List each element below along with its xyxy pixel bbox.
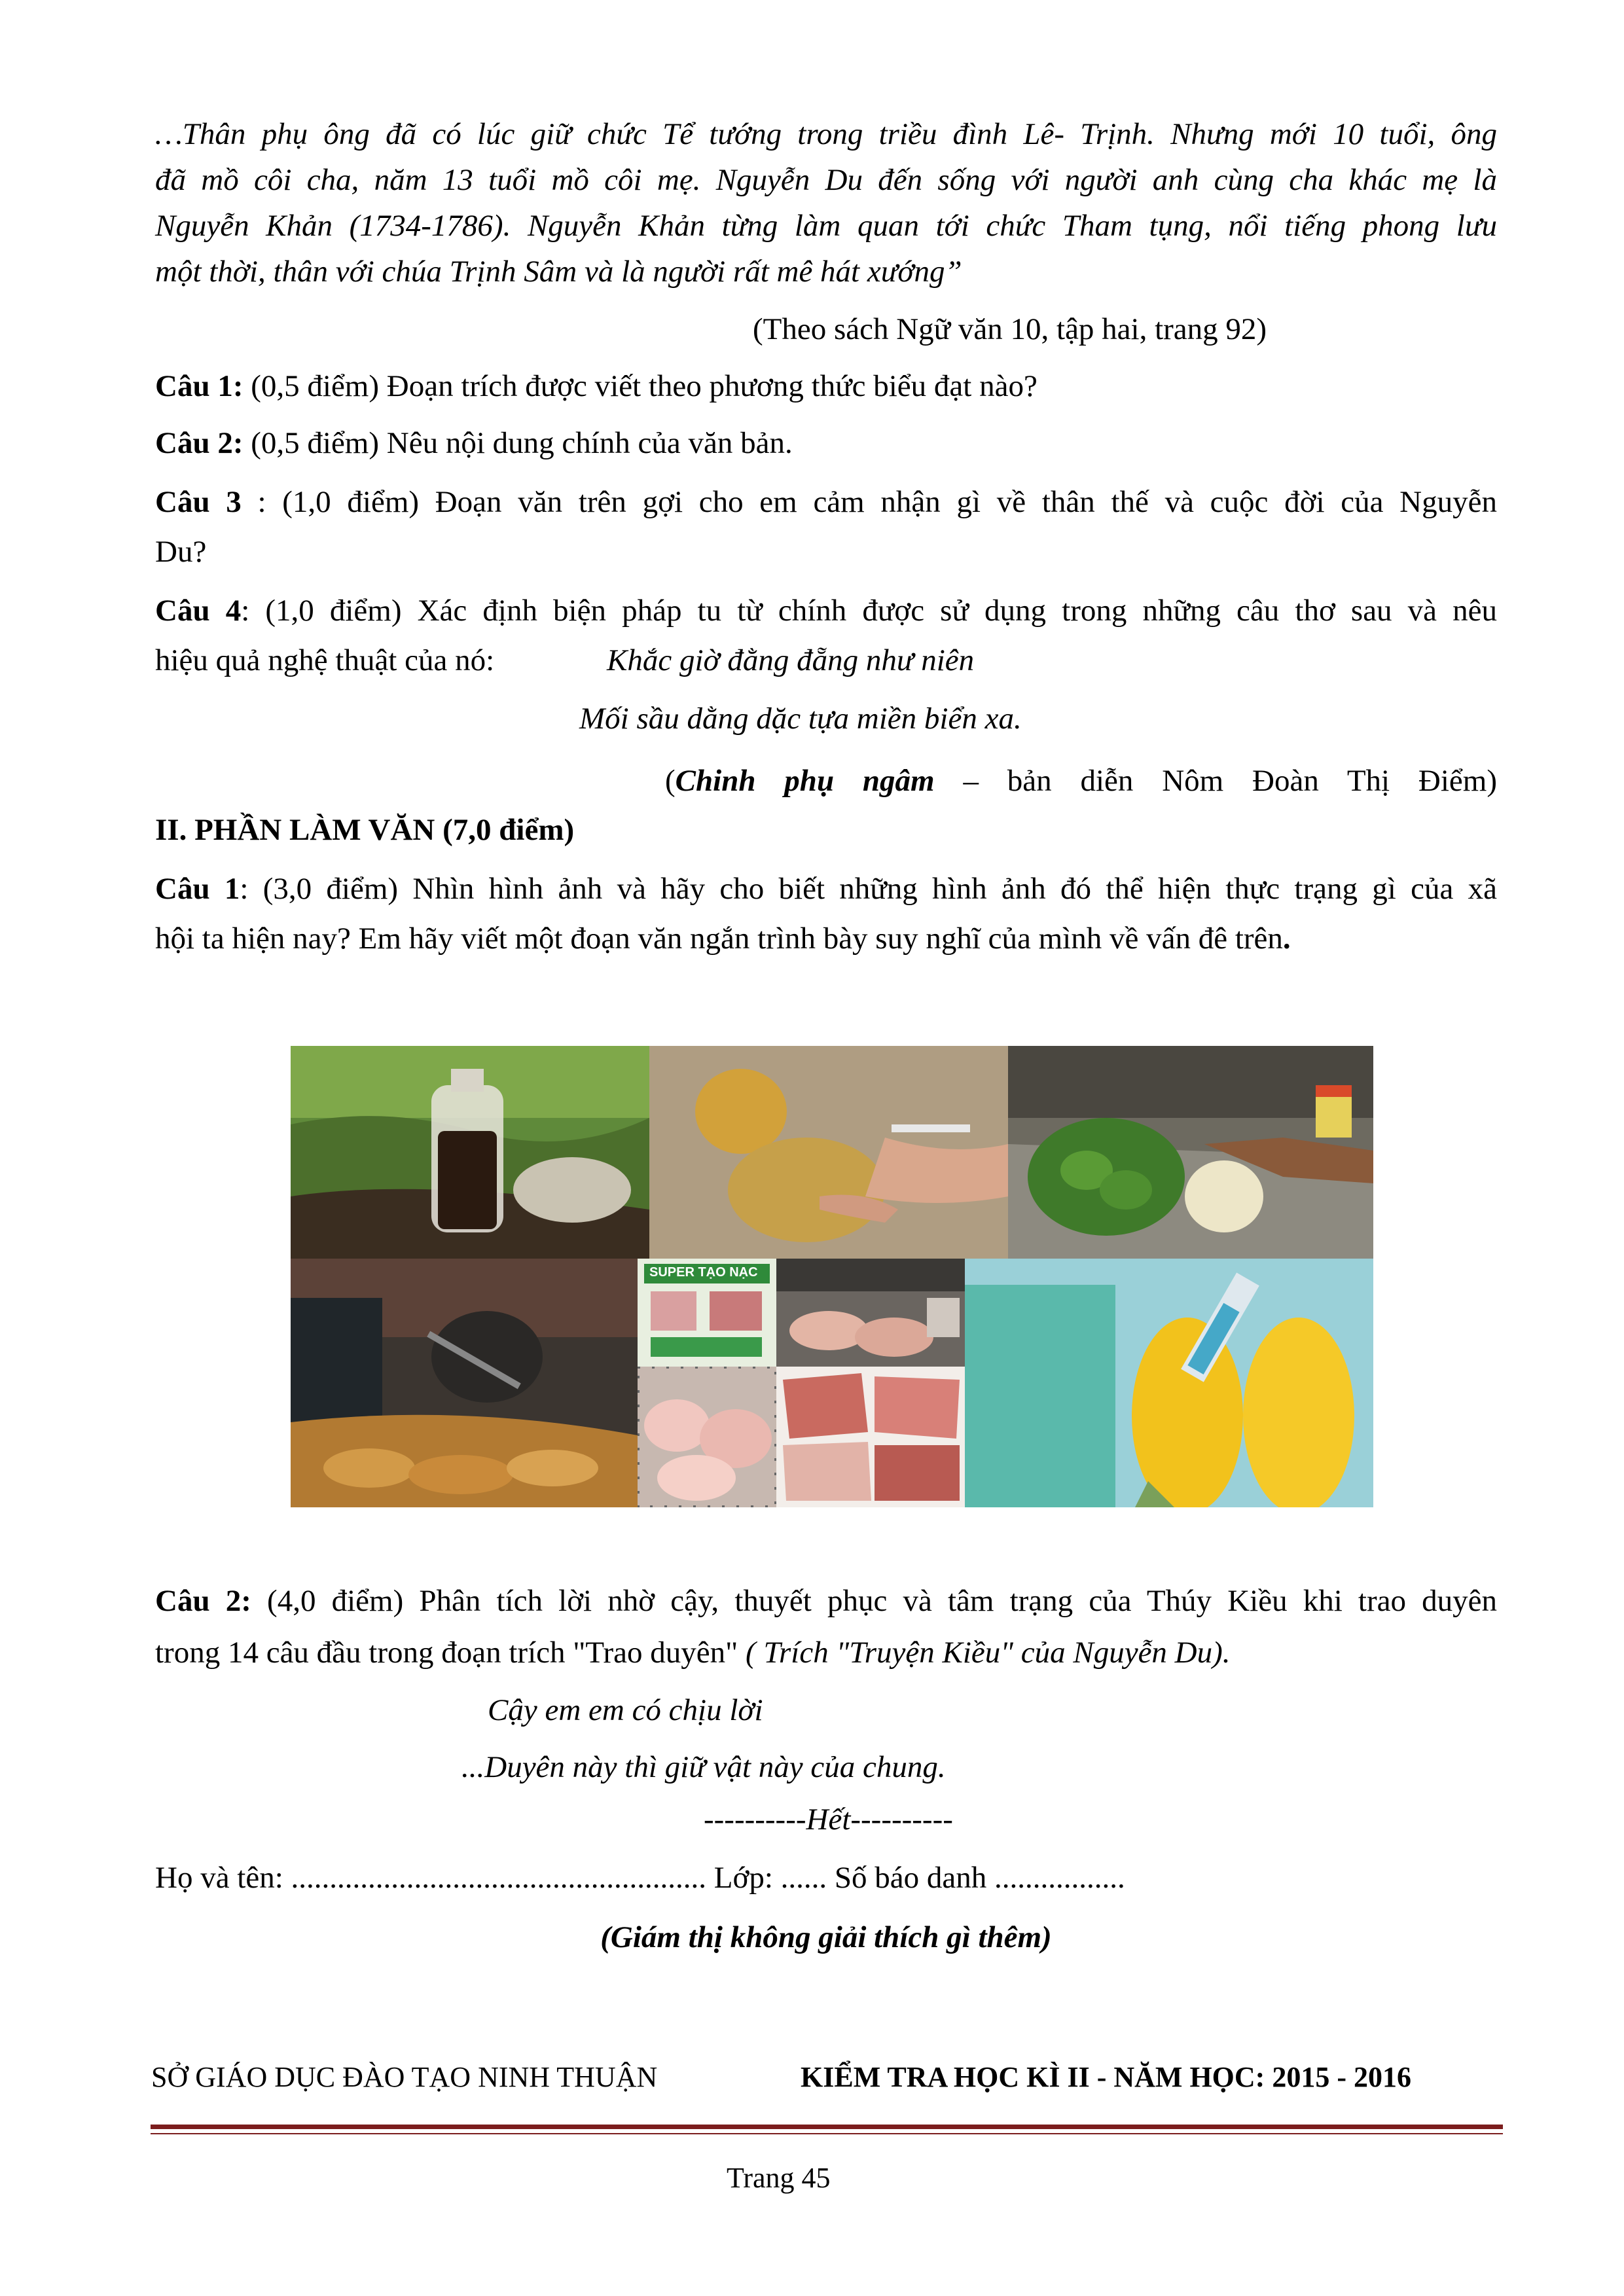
footer-exam-title: KIỂM TRA HỌC KÌ II - NĂM HỌC: 2015 - 2016 <box>801 2061 1411 2093</box>
photo-chemical-bottle <box>291 1046 649 1259</box>
question-text: (0,5 điểm) Đoạn trích được viết theo phương thức biểu đạt nào? <box>243 369 1038 403</box>
question-source: ( Trích "Truyện Kiều" của Nguyễn Du). <box>746 1636 1231 1670</box>
photo-injection-floor <box>649 1046 1008 1259</box>
question-text: : (1,0 điểm) Xác định biện pháp tu từ chính được sử dụng trong những câu thơ sau và nêu <box>241 594 1497 628</box>
question-text: (4,0 điểm) Phân tích lời nhờ cậy, thuyết phục và tâm trạng của Thúy Kiều khi trao duyên <box>251 1584 1497 1618</box>
question-text: hiệu quả nghệ thuật của nó: <box>155 643 495 677</box>
verse-source <box>665 758 1497 804</box>
excerpt-source: (Theo sách Ngữ văn 10, tập hai, trang 92) <box>753 312 1267 346</box>
footer-rule-thick <box>151 2125 1503 2129</box>
verse-line-2: Mối sầu dằng dặc tựa miền biển xa. <box>579 702 1022 736</box>
excerpt-line-4: một thời, thân với chúa Trịnh Sâm và là người rất mê hát xướng” <box>155 255 962 289</box>
end-mark: ----------Hết---------- <box>704 1803 953 1837</box>
excerpt-line-1: …Thân phụ ông đã có lúc giữ chức Tể tướng trong triều đình Lê- Trịnh. Nhưng mới 10 tuổi, ông <box>155 117 1497 151</box>
writing-question-1 <box>155 866 1497 912</box>
proctor-note: (Giám thị không giải thích gì thêm) <box>600 1920 1052 1954</box>
question-label: Câu 1: <box>155 369 244 403</box>
source-title: Chinh phụ ngâm <box>675 764 935 798</box>
question-text: : (1,0 điểm) Đoạn văn trên gợi cho em cảm nhận gì về thân thế và cuộc đời của Nguyễn <box>241 485 1497 519</box>
source-open: ( <box>665 764 676 798</box>
food-safety-photo-collage <box>291 1046 1373 1507</box>
excerpt-line-2: đã mồ côi cha, năm 13 tuổi mồ côi mẹ. Nguyễn Du đến sống với người anh cùng cha khác mẹ là <box>155 163 1497 197</box>
footer-department: SỞ GIÁO DỤC ĐÀO TẠO NINH THUẬN <box>151 2061 658 2093</box>
package-label: SUPER TẠO NẠC <box>649 1265 758 1280</box>
source-rest: – bản diễn Nôm Đoàn Thị Điểm) <box>934 764 1497 798</box>
reading-question-4 <box>155 588 1497 634</box>
reading-question-3-cont: Du? <box>155 535 207 569</box>
writing-question-2-cont <box>155 1630 1497 1676</box>
writing-question-2 <box>155 1578 1497 1624</box>
reading-question-3 <box>155 479 1497 525</box>
question-text: : (3,0 điểm) Nhìn hình ảnh và hãy cho biết những hình ảnh đó thể hiện thực trạng gì của xã <box>240 872 1497 906</box>
writing-question-1-cont <box>155 916 1497 961</box>
verse-line-1: Cậy em em có chịu lời <box>488 1693 763 1727</box>
verse-line-1: Khắc giờ đằng đẵng như niên <box>607 643 975 677</box>
reading-question-2 <box>155 420 1497 466</box>
question-end: . <box>1282 922 1291 956</box>
photo-piglets <box>638 1367 776 1507</box>
footer-rule-thin <box>151 2133 1503 2134</box>
photo-additive-package <box>638 1259 776 1367</box>
photo-pig-farm <box>776 1259 965 1367</box>
reading-question-1 <box>155 363 1497 409</box>
writing-heading: II. PHẦN LÀM VĂN (7,0 điểm) <box>155 813 575 847</box>
question-label: Câu 3 <box>155 485 242 519</box>
photo-raw-pork <box>776 1367 965 1507</box>
verse-line-2: ...Duyên này thì giữ vật này của chung. <box>461 1750 946 1784</box>
question-text: (0,5 điểm) Nêu nội dung chính của văn bản. <box>243 426 793 460</box>
excerpt-line-3: Nguyễn Khản (1734-1786). Nguyễn Khản từng làm quan tới chức Tham tụng, nổi tiếng phong lưu <box>155 209 1497 243</box>
reading-question-4-cont <box>155 637 1497 683</box>
photo-banana-spray <box>1008 1046 1373 1259</box>
page-number: Trang 45 <box>727 2162 831 2194</box>
question-label: Câu 1 <box>155 872 240 906</box>
student-info-line: Họ và tên: ...................................................... Lớp: ...... Số báo danh ................. <box>155 1861 1125 1895</box>
question-label: Câu 4 <box>155 594 242 628</box>
question-label: Câu 2: <box>155 426 244 460</box>
question-label: Câu 2: <box>155 1584 251 1618</box>
question-text: hội ta hiện nay? Em hãy viết một đoạn văn ngắn trình bày suy nghĩ của mình về vấn đê trên <box>155 922 1283 956</box>
photo-corn-injection <box>965 1259 1373 1507</box>
question-text: trong 14 câu đầu trong đoạn trích "Trao duyên" <box>155 1636 746 1670</box>
photo-chicken-torch <box>291 1259 638 1507</box>
